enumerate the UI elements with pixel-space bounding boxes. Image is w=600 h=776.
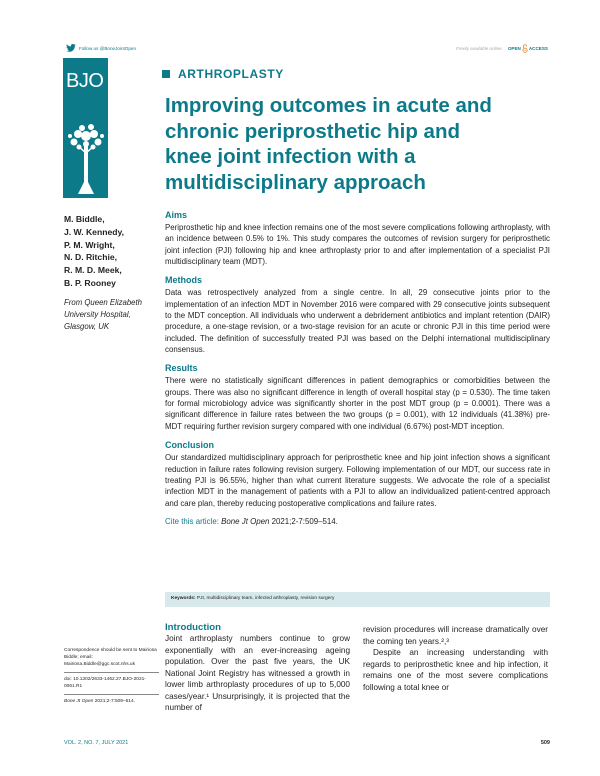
open-access-banner [456,44,548,53]
twitter-bird-icon [66,44,76,52]
cite-journal: Bone Jt Open [221,516,270,526]
divider [64,672,159,673]
cite-line [165,517,550,526]
doi[interactable]: doi: 10.1302/2633-1462.27.BJO-2021-0061.R1 [64,677,146,689]
author: B. P. Rooney [64,277,116,288]
access-label: ACCESS [528,46,548,51]
journal-logo: BJO [66,70,104,92]
section-text: ARTHROPLASTY [178,67,284,81]
cite-label: Cite this article: [165,516,219,526]
results-heading: Results [165,363,198,374]
open-access-badge [508,44,548,53]
volume-info: VOL. 2, NO. 7, JULY 2021 [64,740,129,746]
open-label: OPEN [507,46,521,51]
corr-cite-ref: 2021;2-7:509–514. [94,699,135,704]
author: R. M. D. Meek, [64,265,122,276]
results-text: There were no statistically significant differences in patient demographics or comorbidities between the groups. There was also no significant difference in length of overall hospital stay (p = 0.530). The time taken for formal microbiology advice was significantly shorter in the post MDT group (p = 0.0001). There was a significant difference in failure rates between the two groups (p = 0.001), with 12 individuals (41.38%) pre-MDT requiring further revision surgery compared with one individual (6.67%) post-MDT inception. [165,376,550,431]
freely-available-text: Freely available online [456,46,502,51]
open-lock-icon [522,44,528,53]
aims-text: Periprosthetic hip and knee infection remains one of the most severe complications following arthroplasty, with an incidence between 0.5% to 1%. This study compares the outcomes of revision surgery for periprosthetic joint infection (PJI) following hip and knee arthroplasty prior to and after implementation of a specialist PJI multidisciplinary team (MDT). [165,223,550,267]
correspondence-cite [64,698,159,705]
conclusion-text: Our standardized multidisciplinary approach for periprosthetic knee and hip joint infection shows a significant reduction in failure rates following revision surgery. Following implementation of our MDT, our success rate in treating PJI is 96.55%, higher than what current literature suggests. We advocate the role of a specialist infection MDT in the management of patients with a PJI to allow an individualized patient-centred approach and care plan, thereby reducing postoperative complications and failure rates. [165,453,550,508]
section-square-icon [162,70,170,78]
correspondence-email[interactable]: Mairiosa.Biddle@ggc.scot.nhs.uk [64,662,135,667]
twitter-follow[interactable] [66,44,136,52]
correspondence-block [64,647,159,709]
methods-text: Data was retrospectively analyzed from a single centre. In all, 29 consecutive joints prior to the implementation of an infection MDT in November 2016 were compared with 29 consecutive joints subsequent to the MDT conception. All individuals who underwent a debridement antibiotics and implant retention (DAIR) procedure, a one-stage revision, or a two-stage revision for an acute or chronic PJI in this time period were included. The definition of successfully treated PJI was based on the Delphi international multidisciplinary consensus. [165,288,550,355]
methods-heading: Methods [165,275,202,286]
cite-ref: 2021;2-7:509–514. [271,516,338,526]
corr-cite-journal: Bone Jt Open [64,699,94,704]
author: P. M. Wright, [64,239,115,250]
correspondence-line: Correspondence should be sent to Mairiosa Biddle; email: [64,648,157,660]
intro-heading: Introduction [165,622,221,633]
abstract [165,210,550,526]
author: M. Biddle, [64,214,105,224]
author: J. W. Kennedy, [64,226,125,237]
divider [64,694,159,695]
keywords-bar [165,592,550,607]
tree-logo-icon [66,120,106,195]
author: N. D. Ritchie, [64,252,118,263]
affiliation: From Queen Elizabeth University Hospital, Glasgow, UK [64,298,143,332]
section-label [162,67,284,81]
author-list [64,213,160,290]
page-footer [64,740,550,746]
intro-column-1: Joint arthroplasty numbers continue to grow exponentially with an ever-increasing ageing population. Over the past five years, the UK National Joint Registry has witnessed a growth in lower limb arthroplasty procedures of up to 5,000 cases/year.¹ Unsurprisingly, it is projected that the number of [165,634,350,712]
intro-col2-para1: revision procedures will increase dramatically over the coming ten years.²,³ [363,625,548,646]
aims-heading: Aims [165,210,188,220]
intro-col2-para2: Despite an increasing understanding with regards to periprosthetic knee and hip infection, it remains one of the most severe complications following a total knee or [363,648,548,692]
article-title: Improving outcomes in acute and chronic periprosthetic hip and knee joint infection with a multidisciplinary approach [165,94,492,194]
intro-column-2 [363,624,548,693]
keywords-label: Keywords: [171,596,196,601]
page-number: 509 [540,740,550,746]
conclusion-heading: Conclusion [165,440,214,451]
follow-text: Follow us @BoneJointOpen [79,45,137,51]
keywords-text: PJI, multidisciplinary team, infected arthroplasty, revision surgery [196,596,335,601]
